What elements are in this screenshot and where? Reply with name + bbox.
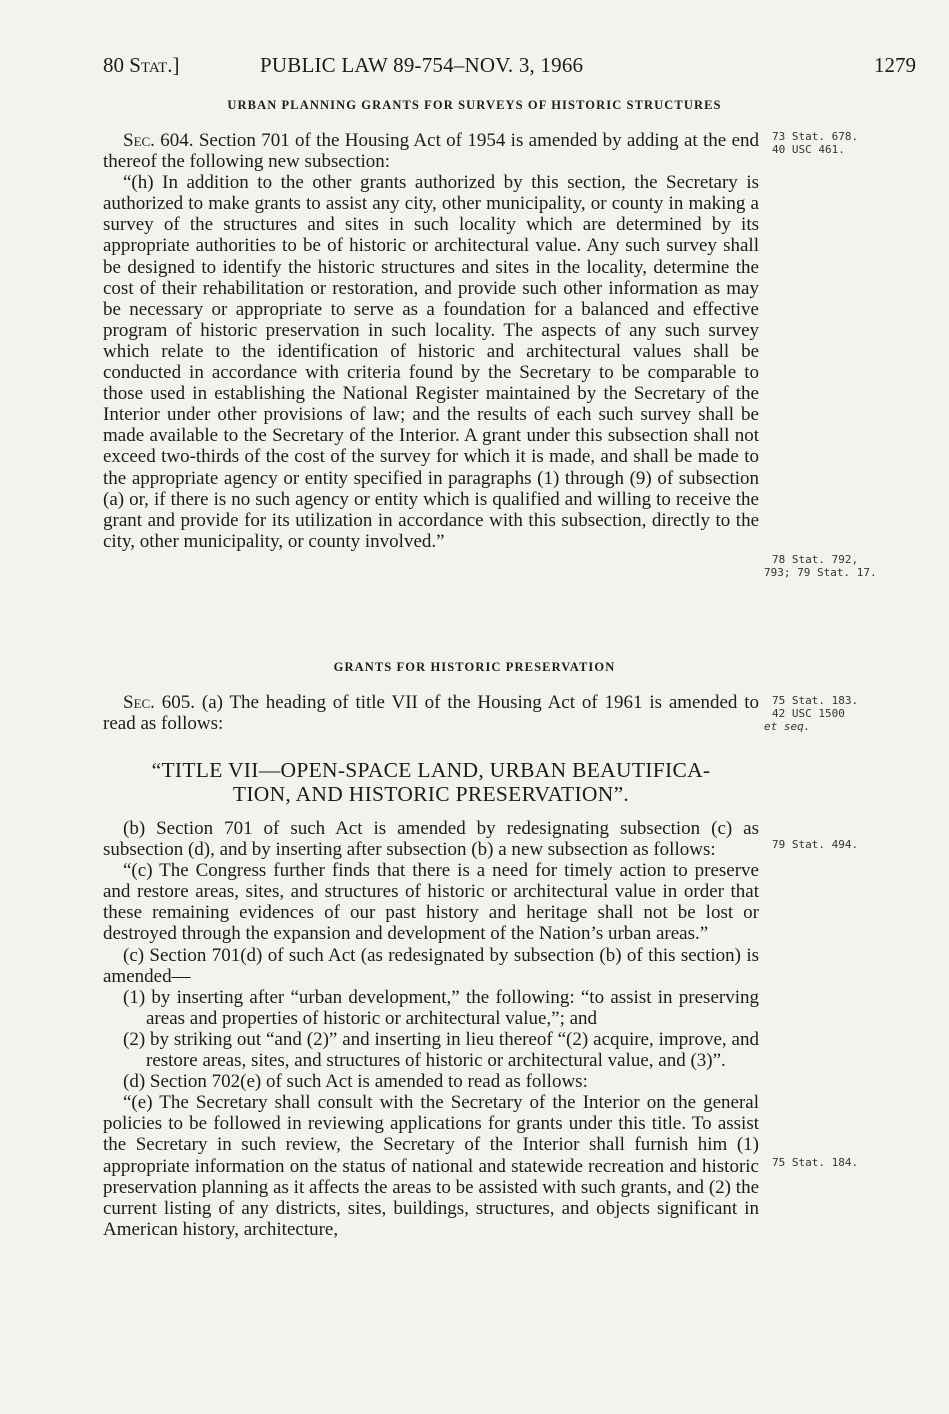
- sec605-intro: [103, 692, 759, 734]
- sec605-intro-block: [103, 692, 759, 734]
- sec605-item-1: (1) by inserting after “urban development,” the following: “to assist in preserving areas and properties of historic or architectural value,”; and: [123, 986, 759, 1029]
- header-page-number: 1279: [874, 53, 916, 77]
- margin-note-3-line-1: 75 Stat. 183.: [772, 694, 859, 707]
- margin-note-2-line-2: 793; 79 Stat. 17.: [764, 566, 877, 579]
- header-law-title: PUBLIC LAW 89-754–NOV. 3, 1966: [260, 53, 584, 77]
- sec604-subsection-h: “(h) In addition to the other grants authorized by this section, the Secretary is authorized to make grants to assist any city, other municipality, or county in making a survey of the structures and sites in such locality which are determined by its appropriate authorities to be of historic or architectural value. Any such survey shall be designed to identify the historic structures and sites in the locality, determine the cost of their rehabilitation or restoration, and provide such other information as may be necessary or appropriate to serve as a foundation for a balanced and effective program of historic preservation in such locality. The aspects of any such survey which relate to the identification of historic and architectural values shall be conducted in accordance with criteria found by the Secretary to be comparable to those used in establishing the National Register maintained by the Secretary of the Interior under other provisions of law; and the results of each such survey shall be made available to the Secretary of the Interior. A grant under this subsection shall not exceed two-thirds of the cost of the survey for which it is made, and shall be made to the appropriate agency or entity specified in paragraphs (1) through (9) of subsection (a) or, if there is no such agency or entity which is qualified and willing to receive the grant and provide for its utilization in accordance with this subsection, directly to the city, other municipality, or county involved.”: [103, 172, 759, 552]
- title-vii-line-1: “TITLE VII—OPEN-SPACE LAND, URBAN BEAUTIFICA-: [151, 758, 711, 782]
- margin-note-1-line-1: 73 Stat. 678.: [772, 130, 859, 143]
- margin-note-3-line-2: 42 USC 1500: [772, 707, 845, 720]
- sec604-body: [103, 130, 759, 552]
- sec604-intro: [103, 130, 759, 172]
- margin-note-3-line-3: et seq.: [764, 720, 811, 733]
- margin-note-5: 75 Stat. 184.: [772, 1156, 859, 1169]
- margin-note-4: 79 Stat. 494.: [772, 838, 859, 851]
- margin-note-1-line-2: 40 USC 461.: [772, 143, 845, 156]
- margin-note-2-line-1: 78 Stat. 792,: [772, 553, 859, 566]
- sec605-label: Sec.: [123, 692, 155, 713]
- sec605-para-c-quote: “(c) The Congress further finds that there is a need for timely action to preserve and restore areas, sites, and structures of historic or architectural value in order that these remaining evidences of our past history and heritage shall not be lost or destroyed through the expansion and development of the Nation’s urban areas.”: [103, 860, 759, 945]
- sec605-intro-text: 605. (a) The heading of title VII of the Housing Act of 1961 is amended to read as follows:: [103, 692, 760, 735]
- sec605-para-d: (d) Section 702(e) of such Act is amended to read as follows:: [123, 1071, 588, 1093]
- title-vii-line-2: TION, AND HISTORIC PRESERVATION”.: [232, 782, 630, 806]
- sec604-intro-text: 604. Section 701 of the Housing Act of 1954 is amended by adding at the end thereof the following new subsection:: [103, 130, 759, 173]
- sec605-para-e: “(e) The Secretary shall consult with the Secretary of the Interior on the general policies to be followed in reviewing applications for grants under this title. To assist the Secretary in such review, the Secretary of the Interior shall furnish him (1) appropriate information on the status of national and statewide recreation and historic preservation planning as it affects the areas to be assisted with such grants, and (2) the current listing of any districts, sites, buildings, structures, and objects significant in American history, architecture,: [103, 1092, 759, 1240]
- header-stat-citation: [103, 52, 179, 78]
- header-stat-abbrev: Stat.: [129, 53, 173, 77]
- header-stat-volume: 80: [103, 53, 124, 77]
- margin-note-2: [764, 553, 884, 579]
- header-stat-bracket: ]: [172, 53, 180, 77]
- sec605-para-b: (b) Section 701 of such Act is amended by redesignating subsection (c) as subsection (d), and by inserting after subsection (b) a new subsection as follows:: [103, 818, 759, 861]
- sec605-caption: GRANTS FOR HISTORIC PRESERVATION: [333, 660, 616, 674]
- sec604-caption: URBAN PLANNING GRANTS FOR SURVEYS OF HISTORIC STRUCTURES: [227, 98, 722, 112]
- sec604-label: Sec.: [123, 130, 155, 151]
- sec605-item-2: (2) by striking out “and (2)” and inserting in lieu thereof “(2) acquire, improve, and restore areas, sites, and structures of historic or architectural value, and (3)”.: [123, 1028, 759, 1072]
- margin-note-3: [764, 694, 884, 733]
- sec605-para-c: (c) Section 701(d) of such Act (as redesignated by subsection (b) of this section) is amended—: [103, 944, 759, 987]
- margin-note-1: [772, 130, 884, 156]
- title-vii-heading: [103, 758, 759, 806]
- sec605-body: [103, 818, 759, 1240]
